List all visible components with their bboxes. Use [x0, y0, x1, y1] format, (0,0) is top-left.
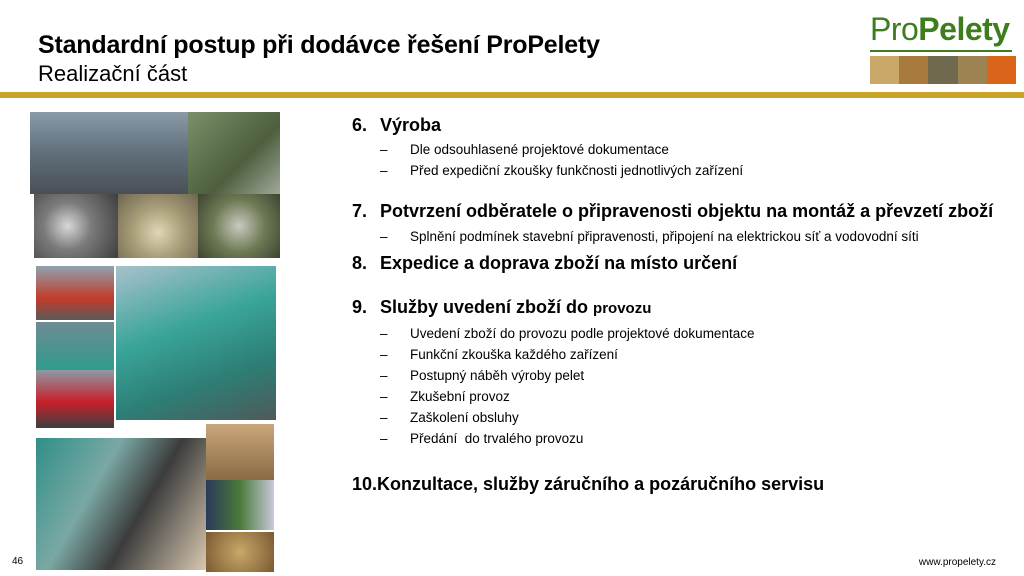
logo-text-pro: Pro	[870, 11, 919, 47]
dash: –	[380, 431, 388, 446]
dash: –	[380, 368, 388, 383]
step-number: 6.	[352, 115, 368, 135]
bullet-text: Zaškolení obsluhy	[410, 410, 519, 425]
dash: –	[380, 410, 388, 425]
logo-text-pelety: Pelety	[918, 11, 1010, 47]
step-title: Výroba	[380, 115, 442, 135]
step-title: Expedice a doprava zboží na místo určení	[380, 253, 738, 273]
bullet-text: Dle odsouhlasené projektové dokumentace	[410, 142, 669, 157]
dash: –	[380, 347, 388, 362]
equipment-photo	[36, 322, 114, 370]
factory-photo	[30, 112, 190, 194]
step-title-small: provozu	[593, 300, 652, 317]
slide-subtitle: Realizační část	[38, 61, 188, 86]
dash: –	[380, 389, 388, 404]
header-rule	[0, 92, 1024, 98]
dash: –	[380, 163, 388, 178]
dash: –	[380, 142, 388, 157]
loading-photo	[116, 266, 276, 420]
step-number: 10.	[352, 474, 378, 494]
bullet-text: Splnění podmínek stavební připravenosti, připojení na elektrickou síť a vodovodní síti	[410, 229, 919, 244]
gear-photo	[198, 194, 280, 258]
installation-photo	[36, 438, 206, 570]
step-number: 7.	[352, 201, 368, 221]
dash: –	[380, 326, 388, 341]
die-photo	[118, 194, 198, 258]
truck-photo	[36, 370, 114, 428]
bullet-text: Postupný náběh výroby pelet	[410, 368, 585, 383]
step-number: 9.	[352, 297, 368, 317]
step-10	[352, 473, 1012, 495]
machine-photo	[188, 112, 280, 194]
bullet-text: Před expediční zkoušky funkčnosti jednotlivých zařízení	[410, 163, 744, 178]
forklift-photo	[36, 266, 114, 320]
step-number: 8.	[352, 253, 368, 273]
bullet-text: Funkční zkouška každého zařízení	[410, 347, 618, 362]
step-title: Služby uvedení zboží do	[380, 297, 589, 317]
propelety-logo	[870, 10, 1016, 86]
footer-url: www.propelety.cz	[918, 557, 996, 568]
dash: –	[380, 229, 388, 244]
photo-collage	[30, 112, 280, 572]
rollers-photo	[34, 194, 118, 258]
step-7	[352, 200, 1012, 247]
logo-image-strip	[870, 56, 1016, 84]
step-title: Potvrzení odběratele o připravenosti objektu na montáž a převzetí zboží	[380, 201, 994, 221]
steps-list	[352, 114, 1012, 495]
slide-title: Standardní postup při dodávce řešení ProPelety	[38, 31, 600, 59]
step-8	[352, 252, 1012, 274]
bullet-text: Zkušební provoz	[410, 389, 510, 404]
step-6	[352, 114, 1012, 181]
page-number: 46	[12, 556, 24, 567]
bullet-text: Předání do trvalého provozu	[410, 431, 584, 446]
bullet-text: Uvedení zboží do provozu podle projektové dokumentace	[410, 326, 755, 341]
boxes-photo	[206, 424, 274, 480]
logo-underline	[870, 50, 1012, 52]
pellets-photo	[206, 532, 274, 572]
step-title: Konzultace, služby záručního a pozáručního servisu	[377, 474, 825, 494]
control-screen-photo	[206, 480, 274, 530]
step-9	[352, 296, 1012, 449]
